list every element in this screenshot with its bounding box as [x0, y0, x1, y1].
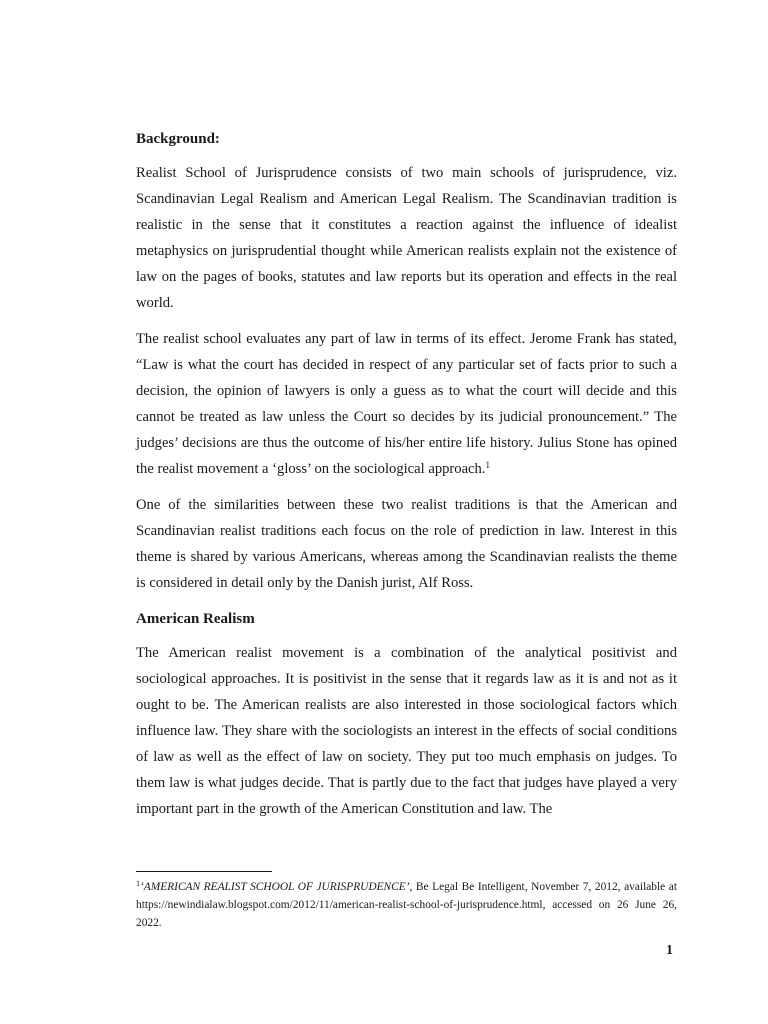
- background-paragraph-1: Realist School of Jurisprudence consists of two main schools of jurisprudence, viz. Scandinavian Legal Realism and American Legal Realism. The Scandinavian tradition is realistic in the sense that it constitutes a reaction against the influence of idealist metaphysics on jurisprudential thought while American realists explain not the existence of law on the pages of books, statutes and law reports but its operation and effects in the real world.: [136, 165, 677, 311]
- background-paragraph-3: One of the similarities between these two realist traditions is that the American and Scandinavian realist traditions each focus on the role of prediction in law. Interest in this theme is shared by various Americans, whereas among the Scandinavian realists the theme is considered in detail only by the Danish jurist, Alf Ross.: [136, 497, 677, 591]
- footnote-separator: [136, 871, 272, 872]
- page-number: 1: [666, 943, 673, 958]
- footnote-reference[interactable]: 1: [485, 460, 490, 470]
- footnote-text: , Be Legal Be Intelligent, November 7, 2012, available at https://newindialaw.blogspot.com/2012/11/american-realist-school-of-jurisprudence.html, accessed on 26 June 26, 2022.: [136, 881, 677, 929]
- background-paragraph-2-text: The realist school evaluates any part of law in terms of its effect. Jerome Frank has stated, “Law is what the court has decided in respect of any particular set of facts prior to such a decision, the opinion of lawyers is only a guess as to what the court will decide and this cannot be treated as law unless the Court so decides by its judicial pronouncement.” The judges’ decisions are thus the outcome of his/her entire life history. Julius Stone has opined the realist movement a ‘gloss’ on the sociological approach.: [136, 331, 677, 477]
- footnote-title: ‘AMERICAN REALIST SCHOOL OF JURISPRUDENCE’: [140, 881, 410, 893]
- footnote: [136, 878, 677, 932]
- background-heading: Background:: [136, 131, 220, 147]
- american-realism-heading: American Realism: [136, 611, 255, 627]
- footnote-number: 1: [136, 879, 140, 888]
- document-body: [136, 126, 677, 832]
- american-realism-paragraph-1: The American realist movement is a combination of the analytical positivist and sociological approaches. It is positivist in the sense that it regards law as it is and not as it ought to be. The American realists are also interested in those sociological factors which influence law. They share with the sociologists an interest in the effects of social conditions of law as well as the effect of law on society. They put too much emphasis on judges. To them law is what judges decide. That is partly due to the fact that judges have played a very important part in the growth of the American Constitution and law. The: [136, 645, 677, 817]
- background-paragraph-2: [136, 326, 677, 482]
